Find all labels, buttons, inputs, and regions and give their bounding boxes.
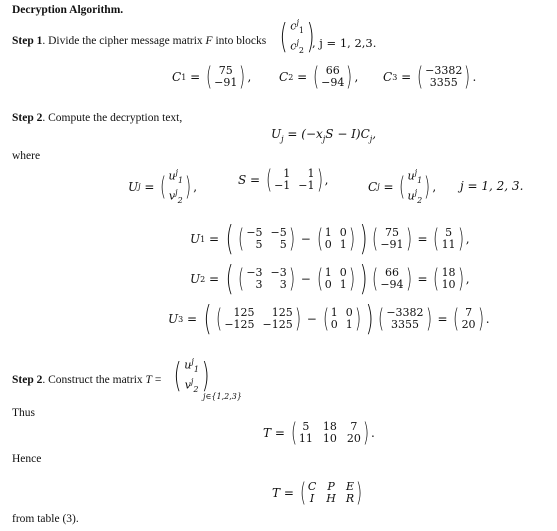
step1-text: . Divide the cipher message matrix	[42, 35, 203, 47]
def-s: S = ( 1 −1 1 −1 ) ,	[238, 165, 329, 195]
where-label: where	[12, 150, 41, 162]
step1-text2: into blocks	[215, 35, 267, 47]
t-letter-matrix: T = ( C I P H E R )	[272, 478, 363, 508]
t-definition: ( $u^j_1$ $v^j_2$ )	[173, 355, 210, 396]
equation-u1: U 1 = ( ( −5 5 −5 5 ) − ( 1 0 0 1 ) ) ( 75 −91 ) = ( 5 11 ) ,	[190, 219, 470, 259]
step3-line: Step 2. Construct the matrix T =	[12, 374, 162, 386]
c-block-3: C 3 = ( −3382 3355 ) .	[383, 62, 477, 92]
block-vector: ( $c^j_1$ $c^j_2$ )	[279, 16, 315, 57]
def-range: j = 1, 2, 3.	[460, 179, 524, 193]
thus-label: Thus	[12, 407, 35, 419]
step2-formula: $U_j = (-x_jS - I)C_j$,	[271, 127, 377, 144]
step1-line	[12, 35, 266, 47]
step1-index: , j = 1, 2,3.	[312, 36, 377, 50]
footer-text: from table (3).	[12, 513, 79, 525]
step2-line: Step 2. Compute the decryption text,	[12, 112, 183, 124]
t-index: j∈{1,2,3}	[203, 392, 242, 401]
def-u: U j = ( $u^j_1$ $v^j_2$ ) ,	[128, 168, 198, 205]
matrix-f: F	[205, 35, 213, 47]
hence-label: Hence	[12, 453, 42, 465]
t-numeric-matrix: T = ( 5 11 18 10 7 20 ) .	[263, 418, 375, 448]
equation-u2: U 2 = ( ( −3 3 −3 3 ) − ( 1 0 0 1 ) ) ( 66 −94 ) = ( 18 10 ) ,	[190, 259, 470, 299]
def-c: C j = ( $u^j_1$ $u^j_2$ ) ,	[368, 168, 437, 205]
equation-u3: U 3 = ( ( 125 −125 125 −125 ) − ( 1 0 0 1 ) ) ( −3382 3355 ) = ( 7 20 ) .	[168, 299, 490, 339]
step1-label: Step 1	[12, 35, 43, 47]
heading: Decryption Algorithm.	[12, 4, 124, 16]
c-block-1: C 1 = ( 75 −91 ) ,	[172, 62, 252, 92]
c-block-2: C 2 = ( 66 −94 ) ,	[279, 62, 359, 92]
